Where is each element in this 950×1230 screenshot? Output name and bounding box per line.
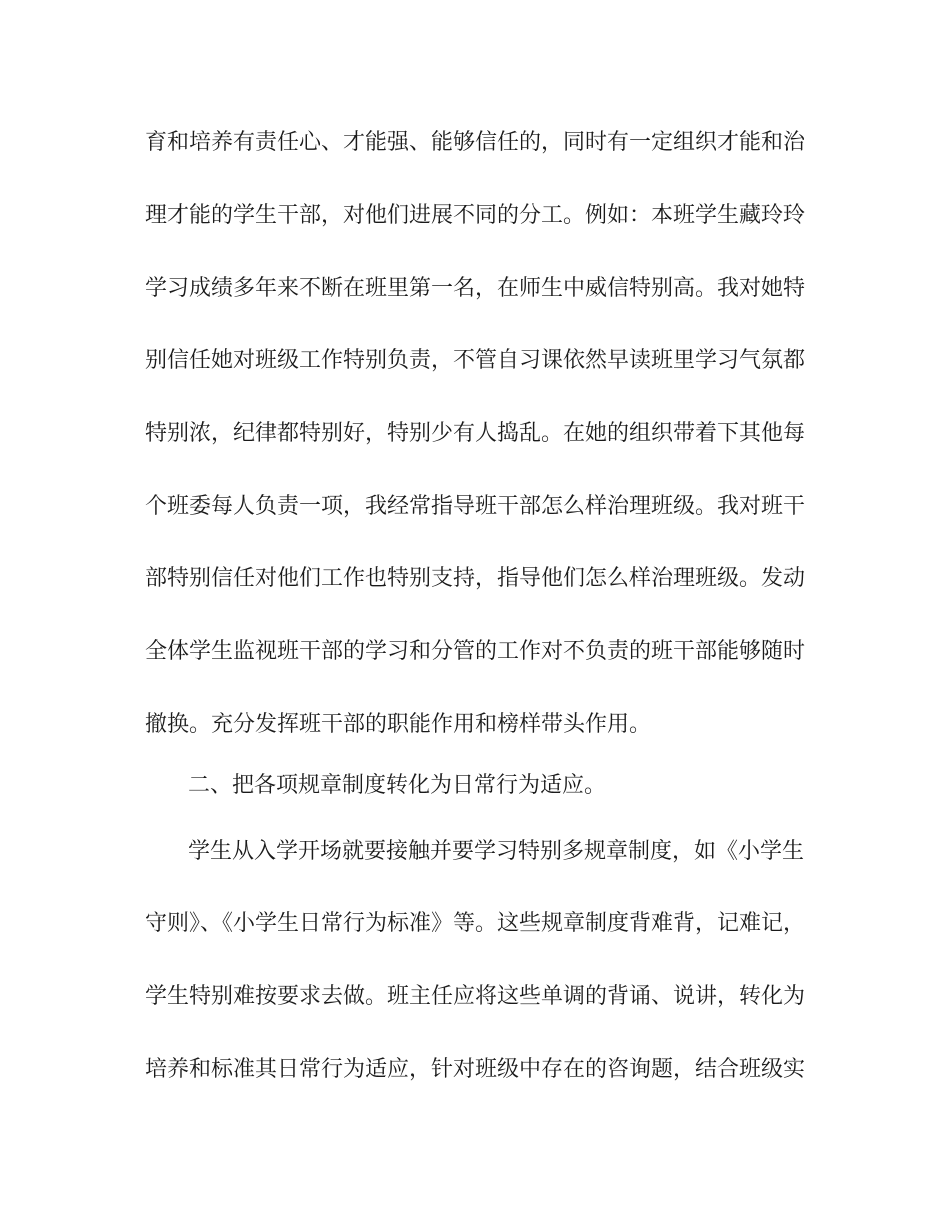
section-heading: 二、把各项规章制度转化为日常行为适应。: [188, 773, 607, 798]
paragraph-line: 学习成绩多年来不断在班里第一名，在师生中威信特别高。我对她特: [145, 276, 806, 301]
paragraph-line: 别信任她对班级工作特别负责，不管自习课依然早读班里学习气氛都: [145, 348, 806, 373]
paragraph-line: 个班委每人负责一项，我经常指导班干部怎么样治理班级。我对班干: [145, 494, 806, 519]
paragraph-line: 学生特别难按要求去做。班主任应将这些单调的背诵、说讲，转化为: [145, 984, 806, 1009]
paragraph-line: 特别浓，纪律都特别好，特别少有人捣乱。在她的组织带着下其他每: [145, 421, 806, 446]
paragraph-line: 撤换。充分发挥班干部的职能作用和榜样带头作用。: [145, 712, 652, 737]
paragraph-line: 理才能的学生干部，对他们进展不同的分工。例如：本班学生藏玲玲: [145, 203, 806, 228]
paragraph-line: 学生从入学开场就要接触并要学习特别多规章制度，如《小学生: [188, 839, 805, 864]
paragraph-line: 部特别信任对他们工作也特别支持，指导他们怎么样治理班级。发动: [145, 566, 806, 591]
paragraph-line: 育和培养有责任心、才能强、能够信任的，同时有一定组织才能和治: [145, 130, 806, 155]
paragraph-line: 全体学生监视班干部的学习和分管的工作对不负责的班干部能够随时: [145, 639, 806, 664]
paragraph-line: 守则》、《小学生日常行为标准》等。这些规章制度背难背，记难记，: [145, 911, 806, 936]
paragraph-line: 培养和标准其日常行为适应，针对班级中存在的咨询题，结合班级实: [145, 1057, 806, 1082]
